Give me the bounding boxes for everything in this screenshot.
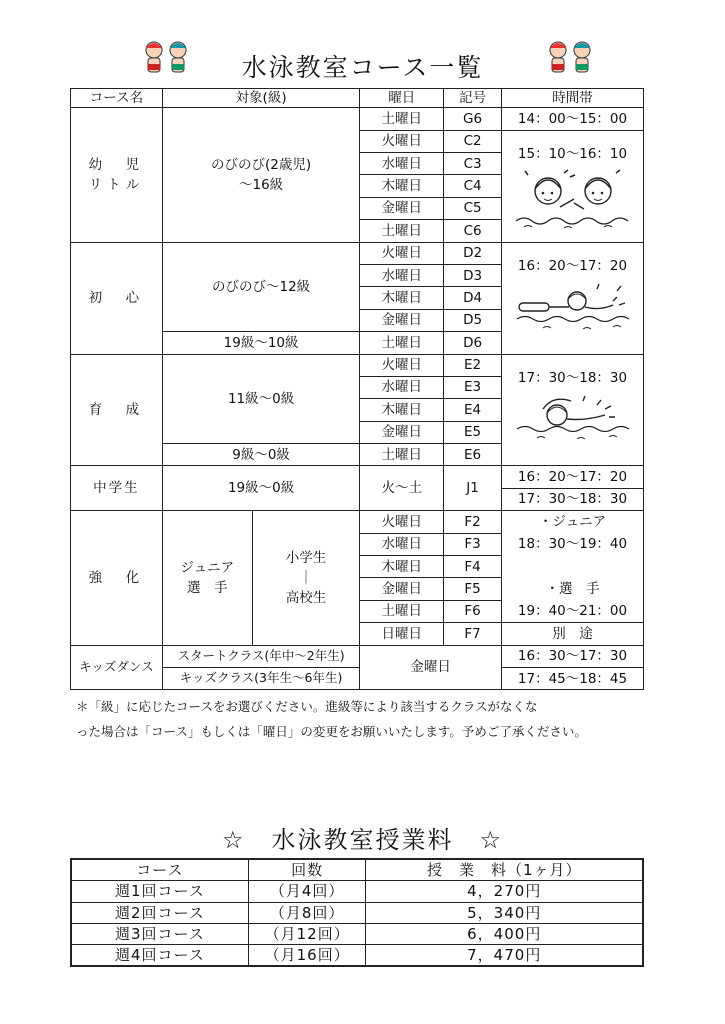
course-youji: 幼 児 リトル xyxy=(71,108,163,242)
day-cell: 火曜日 xyxy=(360,130,444,152)
code-cell: E2 xyxy=(444,354,502,376)
day-cell: 土曜日 xyxy=(360,444,444,466)
kyoka-senshu-time: 19：40〜21：00 xyxy=(502,600,644,622)
kids-class-2: キッズクラス(3年生〜6年生) xyxy=(162,667,360,689)
page-title: 水泳教室コース一覧 xyxy=(241,53,484,82)
day-cell: 火曜日 xyxy=(360,242,444,264)
code-cell: D6 xyxy=(444,332,502,354)
kids-time-2: 17：45〜18：45 xyxy=(502,667,644,689)
kids-splashing-illustration xyxy=(514,169,632,231)
header-day: 曜日 xyxy=(360,89,444,108)
code-cell: F4 xyxy=(444,556,502,578)
fee-header-count: 回数 xyxy=(248,859,366,881)
target-shoshin: のびのび〜12級 xyxy=(162,242,360,332)
kids-class-1: スタートクラス(年中〜2年生) xyxy=(162,645,360,667)
day-cell: 土曜日 xyxy=(360,108,444,130)
code-cell: J1 xyxy=(444,466,502,511)
fee-title: ☆ 水泳教室授業料 ☆ xyxy=(221,826,504,854)
fee-amount: 4，270円 xyxy=(366,881,643,902)
code-cell: C5 xyxy=(444,197,502,219)
header-time: 時間帯 xyxy=(502,89,644,108)
fee-course: 週4回コース xyxy=(71,945,248,967)
kyoka-junior-time: 18：30〜19：40 xyxy=(502,533,644,555)
kids-time-1: 16：30〜17：30 xyxy=(502,645,644,667)
fee-count: （月4回） xyxy=(248,881,366,902)
code-cell: D2 xyxy=(444,242,502,264)
code-cell: D4 xyxy=(444,287,502,309)
course-kids: キッズダンス xyxy=(71,645,163,690)
time-ikusei: 17：30〜18：30 xyxy=(517,369,628,386)
code-cell: F5 xyxy=(444,578,502,600)
day-cell: 金曜日 xyxy=(360,309,444,331)
day-cell: 水曜日 xyxy=(360,533,444,555)
target-youji: のびのび(2歳児) 〜16級 xyxy=(162,108,360,242)
code-cell: F7 xyxy=(444,623,502,645)
table-row xyxy=(71,354,644,376)
day-cell: 火曜日 xyxy=(360,354,444,376)
time-shoshin: 16：20〜17：20 xyxy=(517,257,628,274)
day-cell: 水曜日 xyxy=(360,376,444,398)
fee-table xyxy=(70,858,644,967)
fee-amount: 7，470円 xyxy=(366,945,643,967)
day-cell: 火曜日 xyxy=(360,511,444,533)
day-cell: 土曜日 xyxy=(360,332,444,354)
code-cell: C4 xyxy=(444,175,502,197)
day-cell: 日曜日 xyxy=(360,623,444,645)
code-cell: C6 xyxy=(444,220,502,242)
fee-count: （月12回） xyxy=(248,923,366,944)
day-cell: 水曜日 xyxy=(360,264,444,286)
table-row xyxy=(71,466,644,488)
day-cell: 土曜日 xyxy=(360,220,444,242)
day-cell: 火〜土 xyxy=(360,466,444,511)
code-cell: D5 xyxy=(444,309,502,331)
time-chugaku-1: 16：20〜17：20 xyxy=(502,466,644,488)
day-cell: 水曜日 xyxy=(360,153,444,175)
course-table xyxy=(70,88,644,690)
kyoka-junior-label: ・ジュニア xyxy=(502,511,644,533)
target-ikusei-sat: 9級〜0級 xyxy=(162,444,360,466)
code-cell: F6 xyxy=(444,600,502,622)
fee-amount: 5，340円 xyxy=(366,902,643,923)
fee-header-row xyxy=(71,859,643,881)
code-cell: C2 xyxy=(444,130,502,152)
code-cell: G6 xyxy=(444,108,502,130)
target-ikusei: 11級〜0級 xyxy=(162,354,360,444)
kyoka-senshu-label: ・選 手 xyxy=(502,578,644,600)
code-cell: F3 xyxy=(444,533,502,555)
header-course: コース名 xyxy=(71,89,163,108)
course-kyoka: 強 化 xyxy=(71,511,163,645)
table-header-row xyxy=(71,89,644,108)
target-kyoka-a: ジュニア 選 手 xyxy=(162,511,252,645)
code-cell: E4 xyxy=(444,399,502,421)
time-youji-weekday: 15：10〜16：10 xyxy=(517,145,628,162)
day-cell: 金曜日 xyxy=(360,197,444,219)
kickboard-swimmer-illustration xyxy=(513,281,633,335)
day-cell: 土曜日 xyxy=(360,600,444,622)
course-ikusei: 育 成 xyxy=(71,354,163,466)
time-shoshin-block xyxy=(502,242,644,354)
code-cell: E6 xyxy=(444,444,502,466)
header-code: 記号 xyxy=(444,89,502,108)
day-cell: 木曜日 xyxy=(360,175,444,197)
note-line-2: った場合は「コース」もしくは「曜日」の変更をお願いいたします。予めご了承ください。 xyxy=(76,724,587,739)
code-cell: E3 xyxy=(444,376,502,398)
target-kyoka-b: 小学生 ｜ 高校生 xyxy=(252,511,360,645)
day-cell: 木曜日 xyxy=(360,556,444,578)
crawl-swimmer-illustration xyxy=(513,393,633,445)
course-shoshin: 初 心 xyxy=(71,242,163,354)
time-ikusei-block xyxy=(502,354,644,466)
kyoka-sunday: 別 途 xyxy=(502,623,644,645)
fee-header-course: コース xyxy=(71,859,248,881)
fee-amount: 6，400円 xyxy=(366,923,643,944)
time-chugaku-2: 17：30〜18：30 xyxy=(502,488,644,510)
code-cell: E5 xyxy=(444,421,502,443)
fee-header-fee: 授 業 料（1ヶ月） xyxy=(366,859,643,881)
table-row xyxy=(71,511,644,533)
time-youji-sat: 14：00〜15：00 xyxy=(502,108,644,130)
target-shoshin-sat: 19級〜10級 xyxy=(162,332,360,354)
kyoka-blank xyxy=(502,556,644,578)
code-cell: C3 xyxy=(444,153,502,175)
code-cell: D3 xyxy=(444,264,502,286)
fee-count: （月8回） xyxy=(248,902,366,923)
table-row xyxy=(71,645,644,667)
course-chugaku: 中学生 xyxy=(71,466,163,511)
fee-row xyxy=(71,881,643,902)
time-youji-block xyxy=(502,130,644,242)
day-cell: 金曜日 xyxy=(360,421,444,443)
table-row xyxy=(71,242,644,264)
fee-row xyxy=(71,902,643,923)
target-chugaku: 19級〜0級 xyxy=(162,466,360,511)
fee-course: 週2回コース xyxy=(71,902,248,923)
fee-course: 週1回コース xyxy=(71,881,248,902)
day-cell: 木曜日 xyxy=(360,399,444,421)
day-cell: 金曜日 xyxy=(360,578,444,600)
table-row xyxy=(71,108,644,130)
fee-row xyxy=(71,923,643,944)
header-target: 対象(級) xyxy=(162,89,360,108)
fee-course: 週3回コース xyxy=(71,923,248,944)
fee-count: （月16回） xyxy=(248,945,366,967)
note-line-1: ＊「級」に応じたコースをお選びください。進級等により該当するクラスがなくな xyxy=(76,699,538,714)
fee-row xyxy=(71,945,643,967)
code-cell: F2 xyxy=(444,511,502,533)
day-cell: 木曜日 xyxy=(360,287,444,309)
kids-day: 金曜日 xyxy=(360,645,502,690)
